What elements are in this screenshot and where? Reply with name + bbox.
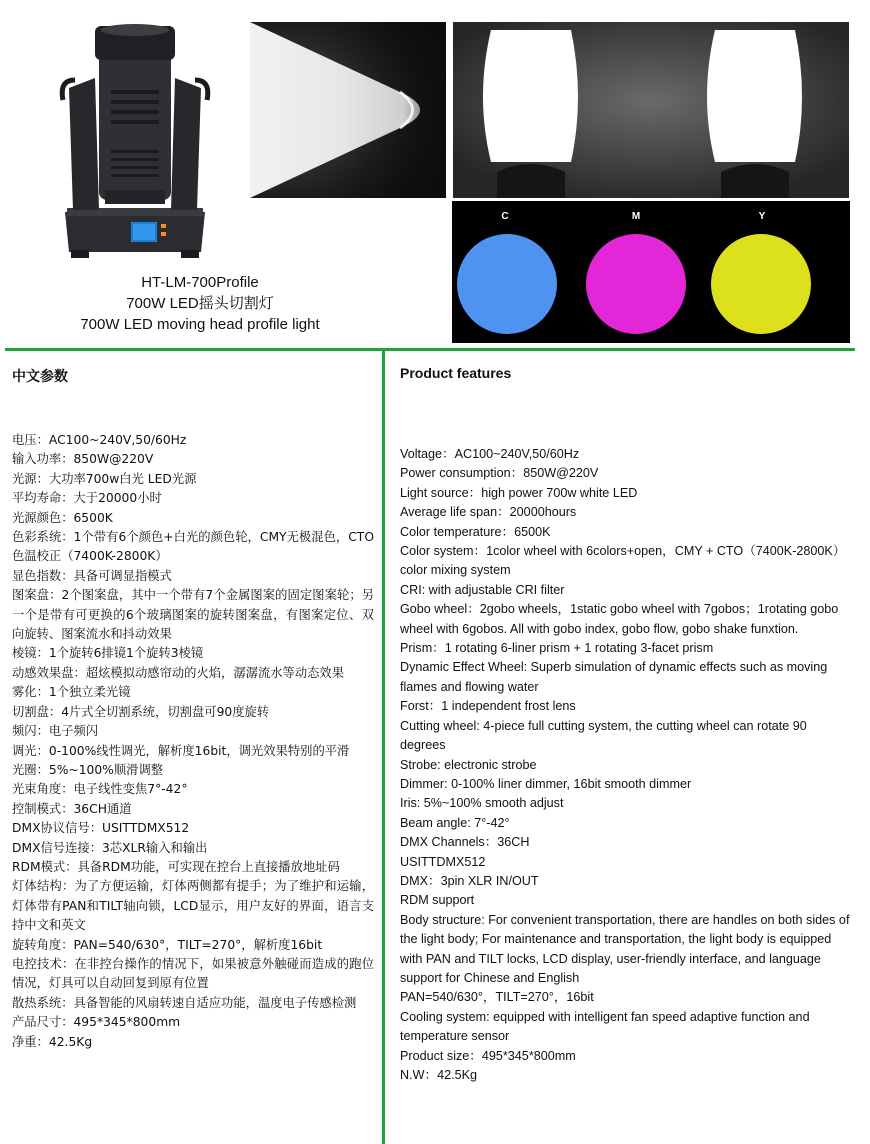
product-name-cn: 700W LED摇头切割灯 bbox=[126, 295, 274, 312]
cyan-label: C bbox=[501, 211, 509, 222]
spec-line: 切割盘：4片式全切割系统，切割盘可90度旋转 bbox=[12, 704, 270, 719]
product-image bbox=[55, 20, 215, 270]
spec-line: Iris: 5%~100% smooth adjust bbox=[400, 796, 564, 811]
spec-line: DMX Channels：36CH bbox=[400, 835, 530, 850]
chinese-spec-list bbox=[12, 431, 374, 1052]
spec-line: Light source：high power 700w white LED bbox=[400, 485, 638, 500]
spec-line: 雾化：1个独立柔光镜 bbox=[12, 685, 131, 700]
spec-line: 输入功率：850W@220V bbox=[12, 452, 154, 467]
spec-line: 平均寿命：大于20000小时 bbox=[12, 491, 162, 506]
spec-line: 图案盘：2个图案盘，其中一个带有7个金属图案的固定图案轮；另一个是带有可更换的6个玻璃图案的旋转图案盘，有图案定位、双向旋转、图案流水和抖动效果 bbox=[12, 588, 374, 642]
spec-line: Beam angle: 7°-42° bbox=[400, 815, 510, 830]
spec-line: 控制模式：36CH通道 bbox=[12, 801, 132, 816]
spec-line: 光源：大功率700w白光 LED光源 bbox=[12, 471, 197, 486]
spec-line: DMX信号连接：3芯XLR输入和输出 bbox=[12, 840, 208, 855]
english-spec-title: Product features bbox=[400, 365, 512, 381]
spec-line: 电控技术：在非控台操作的情况下，如果被意外触碰而造成的跑位情况，灯具可以自动回复到原有位置 bbox=[12, 956, 374, 991]
spec-line: Product size：495*345*800mm bbox=[400, 1048, 576, 1063]
spec-line: USITTDMX512 bbox=[400, 854, 486, 869]
spec-line: 棱镜：1个旋转6排镜1个旋转3棱镜 bbox=[12, 646, 204, 661]
spec-line: RDM support bbox=[400, 893, 475, 908]
cyan-circle bbox=[457, 234, 557, 334]
chinese-spec-title: 中文参数 bbox=[12, 369, 68, 385]
spec-line: 显色指数：具备可调显指模式 bbox=[12, 568, 172, 583]
spec-line: 散热系统：具备智能的风扇转速自适应功能，温度电子传感检测 bbox=[12, 995, 357, 1010]
spec-line: Average life span：20000hours bbox=[400, 505, 577, 520]
english-spec-list bbox=[400, 445, 852, 1085]
spec-line: Gobo wheel：2gobo wheels，1static gobo wheel with 7gobos；1rotating gobo wheel with 6gobos. All with gobo index, gobo flow, gobo shake funxtion. bbox=[400, 602, 839, 636]
spec-line: Dynamic Effect Wheel: Superb simulation of dynamic effects such as moving flames and flowing water bbox=[400, 660, 828, 694]
spec-line: 电压：AC100~240V,50/60Hz bbox=[12, 433, 187, 447]
magenta-label: M bbox=[631, 211, 641, 222]
spec-line: DMX：3pin XLR IN/OUT bbox=[400, 873, 539, 888]
spec-line: 动感效果盘：超炫模拟动感帘动的火焰，潺潺流水等动态效果 bbox=[12, 665, 345, 680]
spec-line: 色彩系统：1个带有6个颜色+白光的颜色轮，CMY无极混色，CTO色温校正（7400K-2800K） bbox=[12, 530, 374, 564]
spec-line: 光圈：5%~100%顺滑调整 bbox=[12, 762, 164, 777]
spec-line: 净重：42.5Kg bbox=[12, 1034, 93, 1049]
spec-line: 频闪：电子频闪 bbox=[12, 724, 99, 739]
spec-line: Color temperature：6500K bbox=[400, 524, 551, 539]
horizontal-divider bbox=[5, 348, 855, 351]
model-number: HT-LM-700Profile bbox=[141, 274, 259, 291]
yellow-circle bbox=[711, 234, 811, 334]
spec-line: Body structure: For convenient transportation, there are handles on both sides of the light body; For maintenance and transportation, the light body is equipped with PAN and TILT locks, LCD display, user-friendly interface, and language support for Chinese and English bbox=[400, 912, 850, 985]
cmy-color-panel bbox=[452, 201, 850, 343]
spec-line: 旋转角度：PAN=540/630°，TILT=270°，解析度16bit bbox=[12, 937, 323, 952]
spec-line: Cutting wheel: 4-piece full cutting system, the cutting wheel can rotate 90 degrees bbox=[400, 718, 807, 753]
spec-line: CRI: with adjustable CRI filter bbox=[400, 582, 565, 597]
spec-line: N.W：42.5Kg bbox=[400, 1068, 477, 1082]
spec-line: Color system：1color wheel with 6colors+open，CMY + CTO（7400K-2800K） color mixing system bbox=[400, 544, 846, 578]
spec-line: PAN=540/630°，TILT=270°，16bit bbox=[400, 990, 594, 1005]
spec-line: Power consumption：850W@220V bbox=[400, 466, 599, 481]
spec-line: Cooling system: equipped with intelligent fan speed adaptive function and temperature sensor bbox=[400, 1009, 810, 1044]
product-name-en: 700W LED moving head profile light bbox=[80, 316, 320, 333]
spec-line: RDM模式：具备RDM功能，可实现在控台上直接播放地址码 bbox=[12, 859, 340, 874]
vertical-divider bbox=[382, 350, 385, 1144]
projection-photo bbox=[453, 22, 849, 198]
spec-line: 光束角度：电子线性变焦7°-42° bbox=[12, 782, 188, 797]
spec-line: 光源颜色：6500K bbox=[12, 510, 113, 525]
spec-line: 调光：0-100%线性调光，解析度16bit，调光效果特别的平滑 bbox=[12, 743, 350, 758]
magenta-circle bbox=[586, 234, 686, 334]
spec-line: 灯体结构：为了方便运输，灯体两侧都有提手；为了维护和运输，灯体带有PAN和TILT轴向锁，LCD显示，用户友好的界面，语言支持中文和英文 bbox=[12, 879, 374, 933]
spec-line: Prism：1 rotating 6-liner prism + 1 rotating 3-facet prism bbox=[400, 641, 714, 656]
spec-line: 产品尺寸：495*345*800mm bbox=[12, 1015, 181, 1030]
beam-photo bbox=[250, 22, 446, 198]
spec-line: Forst：1 independent frost lens bbox=[400, 699, 576, 714]
spec-line: Strobe: electronic strobe bbox=[400, 757, 537, 772]
yellow-label: Y bbox=[758, 211, 766, 222]
spec-line: Dimmer: 0-100% liner dimmer, 16bit smooth dimmer bbox=[400, 776, 692, 791]
spec-line: Voltage：AC100~240V,50/60Hz bbox=[400, 447, 580, 461]
spec-line: DMX协议信号：USITTDMX512 bbox=[12, 821, 190, 836]
product-caption bbox=[40, 272, 360, 335]
